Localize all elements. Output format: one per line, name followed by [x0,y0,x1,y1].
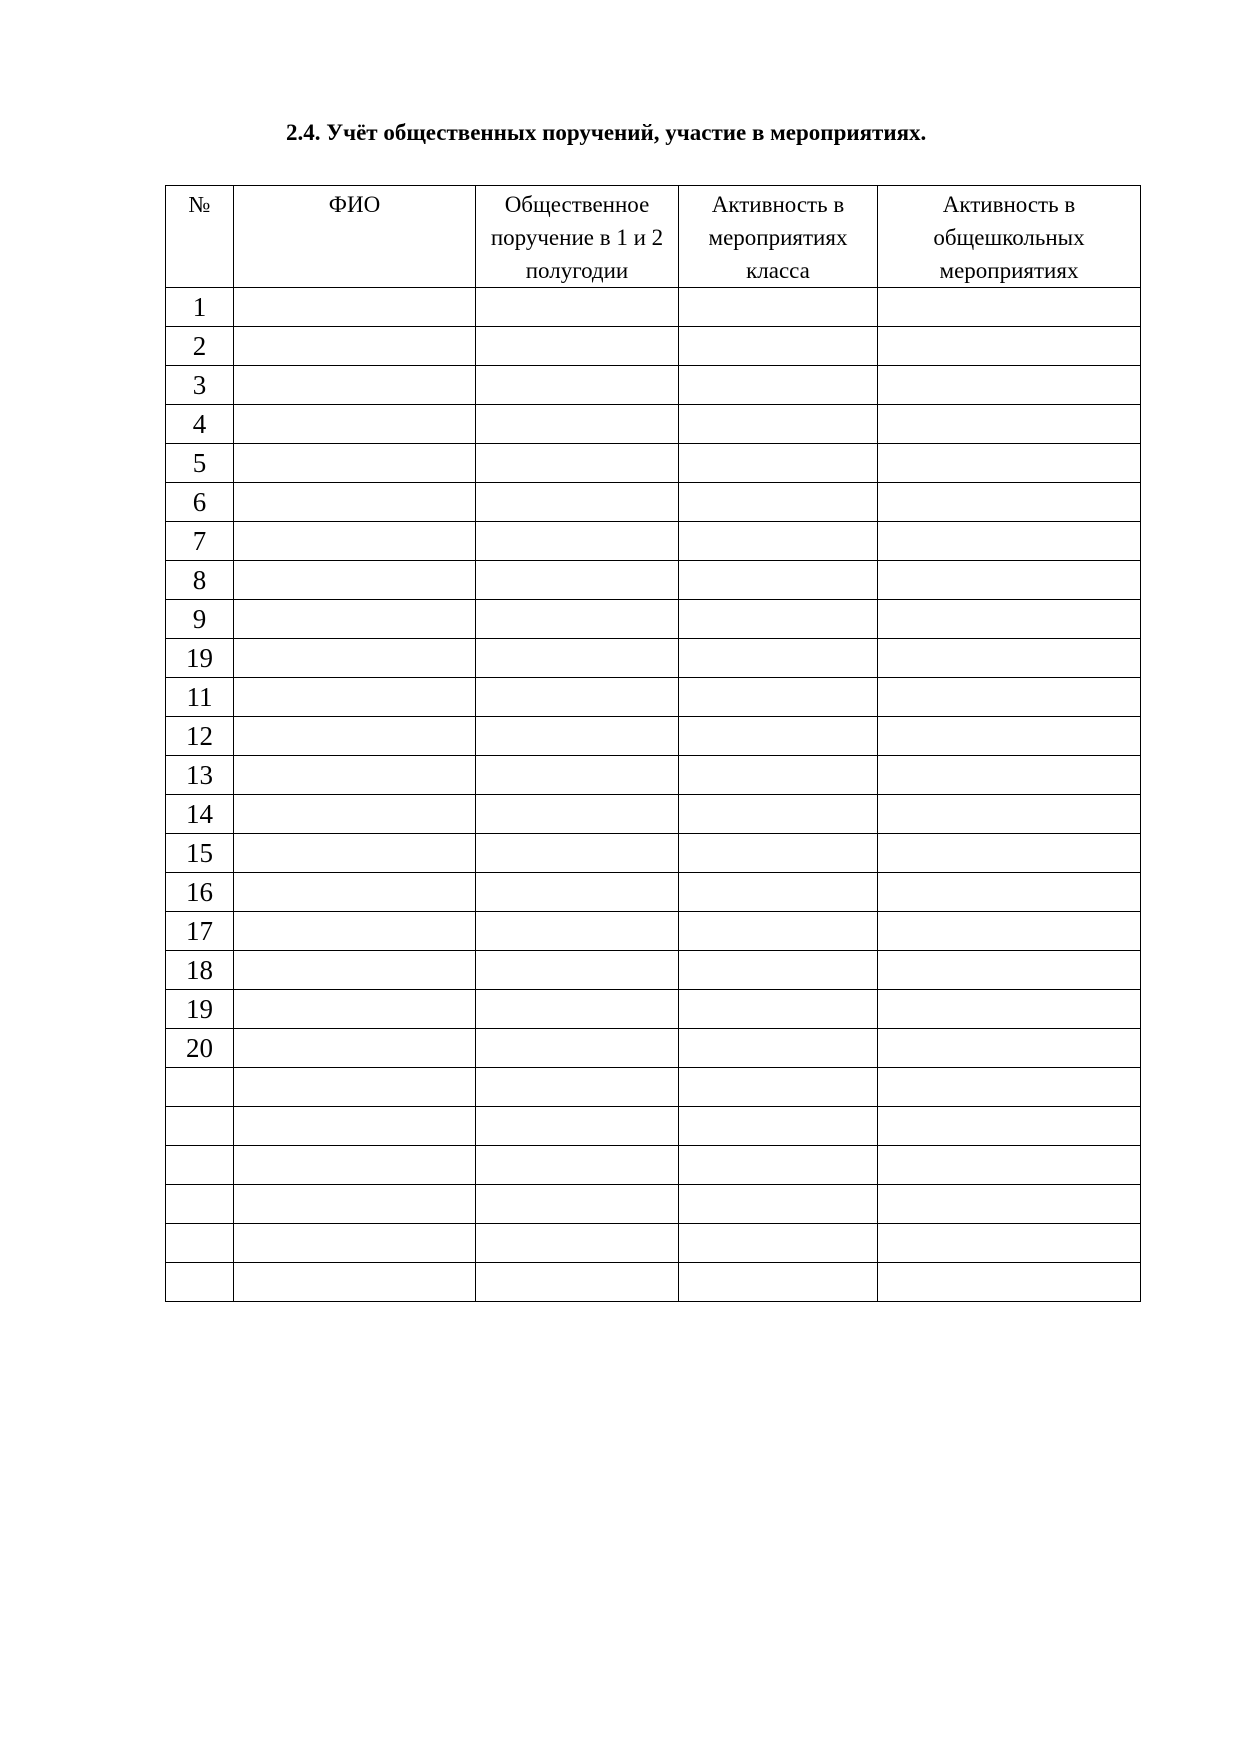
table-row [166,288,1141,327]
table-row [166,1068,1141,1107]
full-name-cell [234,327,476,366]
row-number: 2 [166,327,234,366]
school-activity-cell [878,1029,1141,1068]
assignment-cell [476,405,679,444]
assignment-cell [476,990,679,1029]
row-number [166,1224,234,1263]
class-activity-cell [679,951,878,990]
table-row [166,1029,1141,1068]
class-activity-cell [679,288,878,327]
class-activity-cell [679,795,878,834]
full-name-cell [234,990,476,1029]
class-activity-cell [679,522,878,561]
header-class-activity: Активность в мероприятиях класса [679,186,878,288]
assignment-cell [476,717,679,756]
assignment-cell [476,678,679,717]
row-number: 11 [166,678,234,717]
row-number [166,1263,234,1302]
school-activity-cell [878,600,1141,639]
table-row [166,444,1141,483]
school-activity-cell [878,756,1141,795]
assignment-cell [476,561,679,600]
row-number: 6 [166,483,234,522]
assignment-cell [476,522,679,561]
table-row [166,834,1141,873]
assignment-cell [476,1146,679,1185]
table-row [166,990,1141,1029]
table-body [166,288,1141,1302]
row-number: 18 [166,951,234,990]
full-name-cell [234,1068,476,1107]
school-activity-cell [878,327,1141,366]
table-row [166,327,1141,366]
assignment-cell [476,600,679,639]
full-name-cell [234,1146,476,1185]
assignment-cell [476,912,679,951]
full-name-cell [234,600,476,639]
row-number: 19 [166,639,234,678]
assignment-cell [476,1224,679,1263]
school-activity-cell [878,678,1141,717]
row-number: 12 [166,717,234,756]
full-name-cell [234,639,476,678]
table-row [166,795,1141,834]
school-activity-cell [878,1146,1141,1185]
assignment-cell [476,756,679,795]
table-row [166,1146,1141,1185]
header-number: № [166,186,234,288]
assignment-cell [476,1068,679,1107]
table-row [166,639,1141,678]
row-number: 5 [166,444,234,483]
full-name-cell [234,1224,476,1263]
class-activity-cell [679,483,878,522]
class-activity-cell [679,405,878,444]
row-number: 15 [166,834,234,873]
school-activity-cell [878,1224,1141,1263]
full-name-cell [234,444,476,483]
row-number: 16 [166,873,234,912]
full-name-cell [234,795,476,834]
school-activity-cell [878,1068,1141,1107]
assignment-cell [476,1185,679,1224]
full-name-cell [234,561,476,600]
class-activity-cell [679,717,878,756]
table-row [166,1224,1141,1263]
school-activity-cell [878,951,1141,990]
class-activity-cell [679,561,878,600]
assignment-cell [476,951,679,990]
class-activity-cell [679,327,878,366]
class-activity-cell [679,444,878,483]
school-activity-cell [878,561,1141,600]
assignment-cell [476,795,679,834]
class-activity-cell [679,873,878,912]
table-row [166,951,1141,990]
row-number: 7 [166,522,234,561]
assignment-cell [476,483,679,522]
row-number: 20 [166,1029,234,1068]
class-activity-cell [679,639,878,678]
class-activity-cell [679,1146,878,1185]
school-activity-cell [878,1263,1141,1302]
class-activity-cell [679,1185,878,1224]
school-activity-cell [878,1107,1141,1146]
row-number [166,1185,234,1224]
assignment-cell [476,444,679,483]
row-number: 8 [166,561,234,600]
class-activity-cell [679,1224,878,1263]
assignment-cell [476,1263,679,1302]
full-name-cell [234,1029,476,1068]
table-row [166,1263,1141,1302]
assignment-cell [476,1029,679,1068]
assignment-cell [476,639,679,678]
full-name-cell [234,405,476,444]
assignment-cell [476,366,679,405]
class-activity-cell [679,1068,878,1107]
row-number: 13 [166,756,234,795]
full-name-cell [234,288,476,327]
school-activity-cell [878,444,1141,483]
class-activity-cell [679,366,878,405]
school-activity-cell [878,405,1141,444]
full-name-cell [234,873,476,912]
full-name-cell [234,912,476,951]
school-activity-cell [878,639,1141,678]
school-activity-cell [878,834,1141,873]
school-activity-cell [878,990,1141,1029]
row-number: 14 [166,795,234,834]
table-row [166,600,1141,639]
full-name-cell [234,483,476,522]
full-name-cell [234,756,476,795]
full-name-cell [234,366,476,405]
table-row [166,912,1141,951]
full-name-cell [234,1185,476,1224]
school-activity-cell [878,366,1141,405]
table-row [166,561,1141,600]
full-name-cell [234,834,476,873]
table-row [166,483,1141,522]
header-full-name: ФИО [234,186,476,288]
table-row [166,756,1141,795]
header-row [166,186,1141,288]
full-name-cell [234,717,476,756]
row-number [166,1107,234,1146]
assignment-cell [476,288,679,327]
class-activity-cell [679,678,878,717]
table-row [166,1107,1141,1146]
row-number [166,1068,234,1107]
table-row [166,873,1141,912]
assignment-cell [476,873,679,912]
table-row [166,1185,1141,1224]
school-activity-cell [878,288,1141,327]
header-assignment: Общественное поручение в 1 и 2 полугодии [476,186,679,288]
row-number: 4 [166,405,234,444]
full-name-cell [234,1263,476,1302]
row-number: 19 [166,990,234,1029]
row-number [166,1146,234,1185]
school-activity-cell [878,1185,1141,1224]
school-activity-cell [878,873,1141,912]
full-name-cell [234,1107,476,1146]
row-number: 17 [166,912,234,951]
assignment-cell [476,834,679,873]
table-row [166,678,1141,717]
table-row [166,366,1141,405]
class-activity-cell [679,756,878,795]
school-activity-cell [878,717,1141,756]
document-title: 2.4. Учёт общественных поручений, участие в мероприятиях. [286,120,927,145]
table-row [166,522,1141,561]
class-activity-cell [679,834,878,873]
class-activity-cell [679,912,878,951]
school-activity-cell [878,483,1141,522]
row-number: 3 [166,366,234,405]
class-activity-cell [679,990,878,1029]
school-activity-cell [878,912,1141,951]
school-activity-cell [878,795,1141,834]
assignment-cell [476,1107,679,1146]
activity-table [165,185,1141,1302]
class-activity-cell [679,1107,878,1146]
class-activity-cell [679,1263,878,1302]
table-row [166,405,1141,444]
full-name-cell [234,678,476,717]
school-activity-cell [878,522,1141,561]
row-number: 9 [166,600,234,639]
table-row [166,717,1141,756]
full-name-cell [234,522,476,561]
class-activity-cell [679,600,878,639]
header-school-activity: Активность в общешкольных мероприятиях [878,186,1141,288]
full-name-cell [234,951,476,990]
assignment-cell [476,327,679,366]
row-number: 1 [166,288,234,327]
class-activity-cell [679,1029,878,1068]
